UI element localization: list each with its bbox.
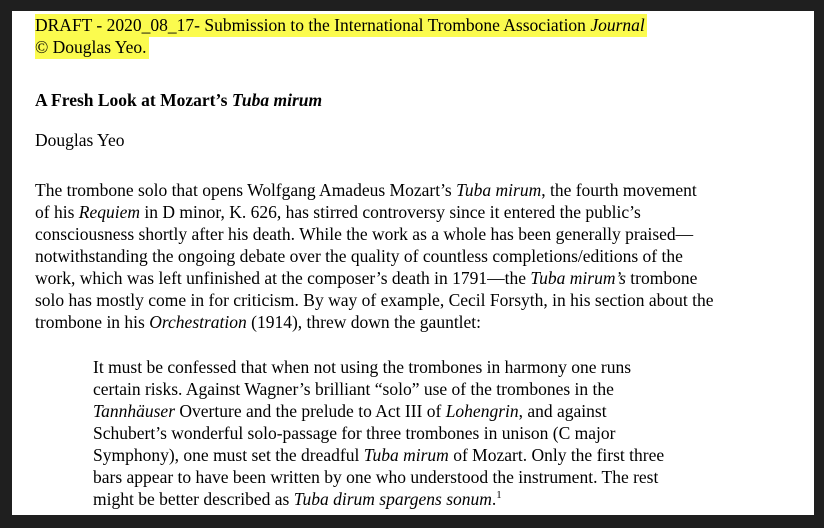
text-run: Overture and the prelude to Act III of (175, 401, 446, 421)
draft-notice-line (35, 36, 814, 58)
forsyth-quote-line (93, 356, 814, 378)
intro-paragraph-line (35, 245, 814, 267)
text-run: notwithstanding the ongoing debate over the quality of countless completions/editions of the (35, 246, 683, 266)
text-run: Requiem (78, 202, 140, 222)
text-run: of Mozart. Only the first three (448, 445, 665, 465)
intro-paragraph-line (35, 267, 814, 289)
article-title-line (35, 89, 814, 111)
author-byline-line (35, 129, 814, 151)
text-run: solo has mostly come in for criticism. By way of example, Cecil Forsyth, in his section about the (35, 290, 714, 310)
text-run: trombone (625, 268, 698, 288)
document-page (12, 11, 814, 515)
intro-paragraph-line (35, 289, 814, 311)
text-run: Symphony), one must set the dreadful (93, 445, 364, 465)
text-run: It must be confessed that when not using the trombones in harmony one runs (93, 357, 632, 377)
forsyth-quote-line (93, 378, 814, 400)
text-run: work, which was left unfinished at the composer’s death in 1791—the (35, 268, 531, 288)
text-run: consciousness shortly after his death. While the work as a whole has been generally praised— (35, 224, 694, 244)
intro-paragraph-line (35, 311, 814, 333)
text-run: Tuba mirum (363, 445, 449, 465)
text-run: certain risks. Against Wagner’s brilliant “solo” use of the trombones in the (93, 379, 614, 399)
text-run: Lohengrin (445, 401, 519, 421)
text-run: The trombone solo that opens Wolfgang Amadeus Mozart’s (35, 180, 457, 200)
text-run: Orchestration (149, 312, 247, 332)
intro-paragraph-line (35, 201, 814, 223)
text-run: Journal (590, 15, 645, 35)
text-run: . (491, 489, 497, 509)
highlighted-text (35, 14, 647, 37)
text-run: © Douglas Yeo. (35, 37, 147, 57)
text-run: Tuba mirum’s (530, 268, 626, 288)
draft-notice (35, 14, 814, 58)
text-run: Tuba mirum (231, 90, 323, 110)
intro-paragraph-line (35, 223, 814, 245)
forsyth-quote-line (93, 466, 814, 488)
text-run: , and against (518, 401, 607, 421)
forsyth-quote-line (93, 422, 814, 444)
intro-paragraph (35, 179, 814, 333)
text-run: bars appear to have been written by one who understood the instrument. The rest (93, 467, 659, 487)
text-run: of his (35, 202, 79, 222)
text-run: might be better described as (93, 489, 294, 509)
text-run: , the fourth movement (541, 180, 697, 200)
intro-paragraph-line (35, 179, 814, 201)
text-run: Tuba mirum (456, 180, 542, 200)
text-run: Tuba dirum spargens sonum (293, 489, 492, 509)
text-run: (1914), threw down the gauntlet: (246, 312, 482, 332)
document-content (12, 11, 814, 510)
text-run: in D minor, K. 626, has stirred controversy since it entered the public’s (139, 202, 641, 222)
forsyth-quote-line (93, 444, 814, 466)
forsyth-quote-line (93, 400, 814, 422)
author-byline (35, 129, 814, 151)
text-run: DRAFT - 2020_08_17- Submission to the International Trombone Association (35, 15, 591, 35)
footnote-reference: 1 (496, 489, 502, 502)
text-run: Douglas Yeo (35, 130, 125, 150)
highlighted-text (35, 36, 149, 59)
article-title (35, 89, 814, 111)
forsyth-quote (93, 356, 814, 510)
text-run: trombone in his (35, 312, 150, 332)
text-run: Schubert’s wonderful solo-passage for three trombones in unison (C major (93, 423, 616, 443)
draft-notice-line (35, 14, 814, 36)
text-run: A Fresh Look at Mozart’s (35, 90, 232, 110)
forsyth-quote-line (93, 488, 814, 510)
text-run: Tannhäuser (93, 401, 176, 421)
